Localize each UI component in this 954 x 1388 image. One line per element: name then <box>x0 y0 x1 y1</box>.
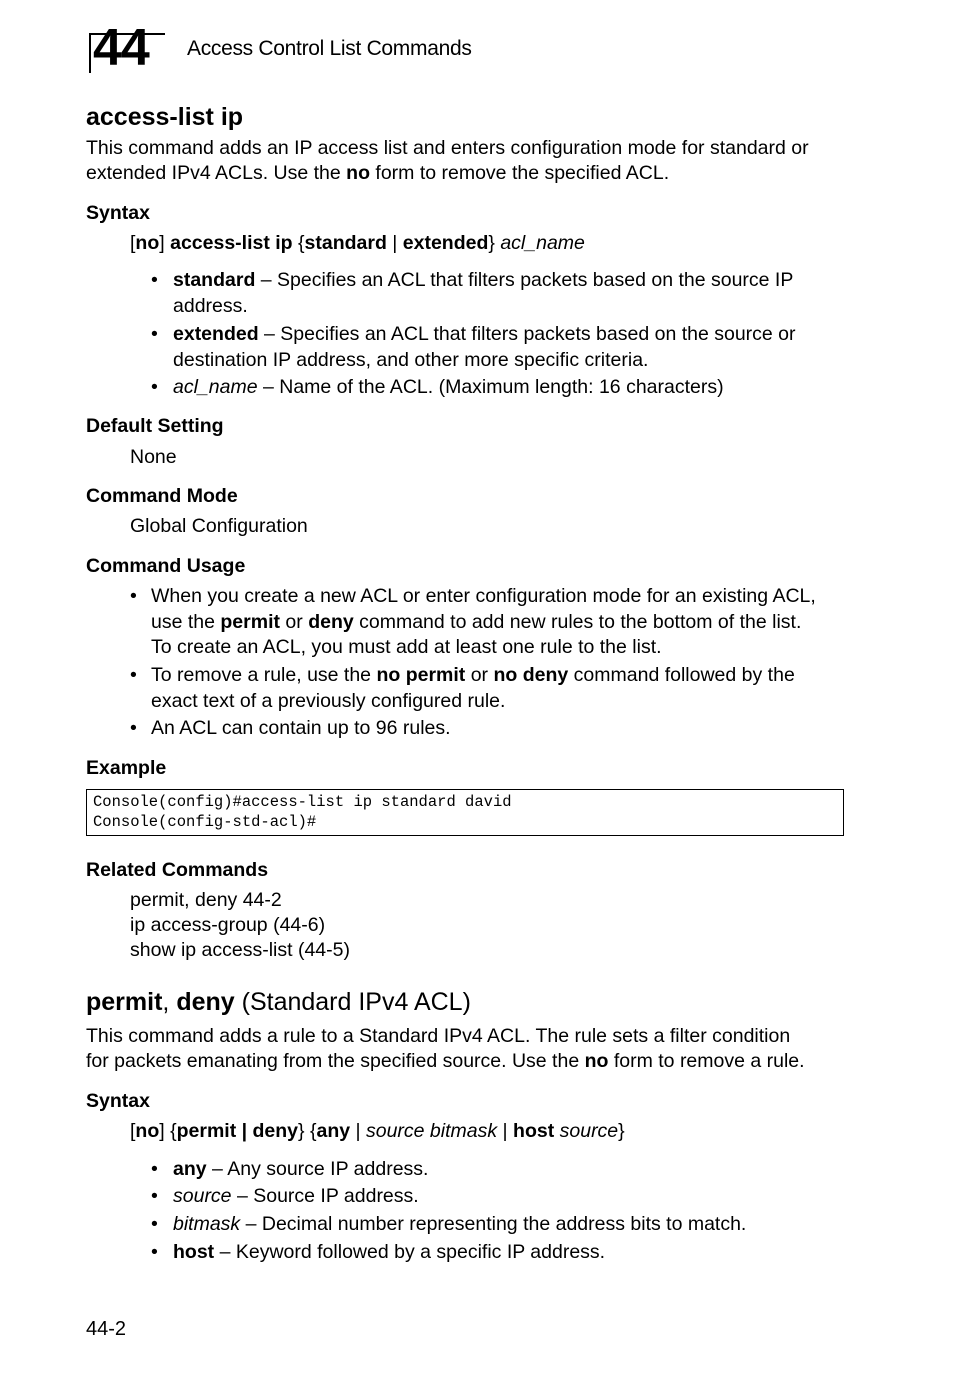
param-bullet: • <box>151 269 158 291</box>
param-item: standard – Specifies an ACL that filters packets based on the source IP address. <box>173 269 794 317</box>
related-item[interactable]: permit, deny 44-2 <box>130 889 282 911</box>
usage-bullet: • <box>130 664 137 686</box>
syntax-line: [no] {permit | deny} {any | source bitmask | host source} <box>130 1120 625 1142</box>
running-title: Access Control List Commands <box>187 37 472 60</box>
param-item: source – Source IP address. <box>173 1185 419 1207</box>
param-bullet: • <box>151 1158 158 1180</box>
param-item: bitmask – Decimal number representing the address bits to match. <box>173 1213 747 1235</box>
default-heading: Default Setting <box>86 415 224 437</box>
chapter-number: 44 <box>93 19 149 77</box>
mode-heading: Command Mode <box>86 485 238 507</box>
param-bullet: • <box>151 1241 158 1263</box>
page-number: 44-2 <box>86 1318 127 1340</box>
usage-heading: Command Usage <box>86 555 246 577</box>
usage-item: To remove a rule, use the no permit or no deny command followed by the exact text of a previously configured rule. <box>151 664 795 712</box>
param-bullet: • <box>151 1213 158 1235</box>
example-heading: Example <box>86 757 167 779</box>
syntax-line: [no] access-list ip {standard | extended} acl_name <box>130 232 585 254</box>
code-line: Console(config)#access-list ip standard david <box>93 793 512 811</box>
param-item: extended – Specifies an ACL that filters packets based on the source or destination IP address, and other more specific criteria. <box>173 323 796 371</box>
section-intro: This command adds an IP access list and enters configuration mode for standard or extended IPv4 ACLs. Use the no form to remove the specified ACL. <box>86 137 809 184</box>
param-bullet: • <box>151 323 158 345</box>
usage-bullet: • <box>130 585 137 607</box>
section-intro: This command adds a rule to a Standard IPv4 ACL. The rule sets a filter condition for packets emanating from the specified source. Use the no form to remove a rule. <box>86 1025 805 1072</box>
code-line: Console(config-std-acl)# <box>93 812 317 831</box>
section-title: permit, deny (Standard IPv4 ACL) <box>86 988 471 1016</box>
example-code-box <box>86 789 844 836</box>
usage-bullet: • <box>130 717 137 739</box>
section-title: access-list ip <box>86 103 244 131</box>
param-item: acl_name – Name of the ACL. (Maximum length: 16 characters) <box>173 376 724 398</box>
related-list <box>130 888 350 963</box>
usage-item: An ACL can contain up to 96 rules. <box>151 717 451 739</box>
mode-value: Global Configuration <box>130 515 308 537</box>
syntax-heading: Syntax <box>86 202 150 224</box>
param-item: host – Keyword followed by a specific IP address. <box>173 1241 606 1263</box>
param-item: any – Any source IP address. <box>173 1158 429 1180</box>
related-item[interactable]: ip access-group (44-6) <box>130 914 326 936</box>
syntax-heading: Syntax <box>86 1090 150 1112</box>
param-bullet: • <box>151 376 158 398</box>
default-value: None <box>130 446 177 468</box>
param-bullet: • <box>151 1185 158 1207</box>
usage-item: When you create a new ACL or enter configuration mode for an existing ACL, use the permit or deny command to add new rules to the bottom of the list. To create an ACL, you must add at least one rule to the list. <box>151 585 816 658</box>
related-item[interactable]: show ip access-list (44-5) <box>130 939 350 961</box>
related-heading: Related Commands <box>86 859 269 881</box>
